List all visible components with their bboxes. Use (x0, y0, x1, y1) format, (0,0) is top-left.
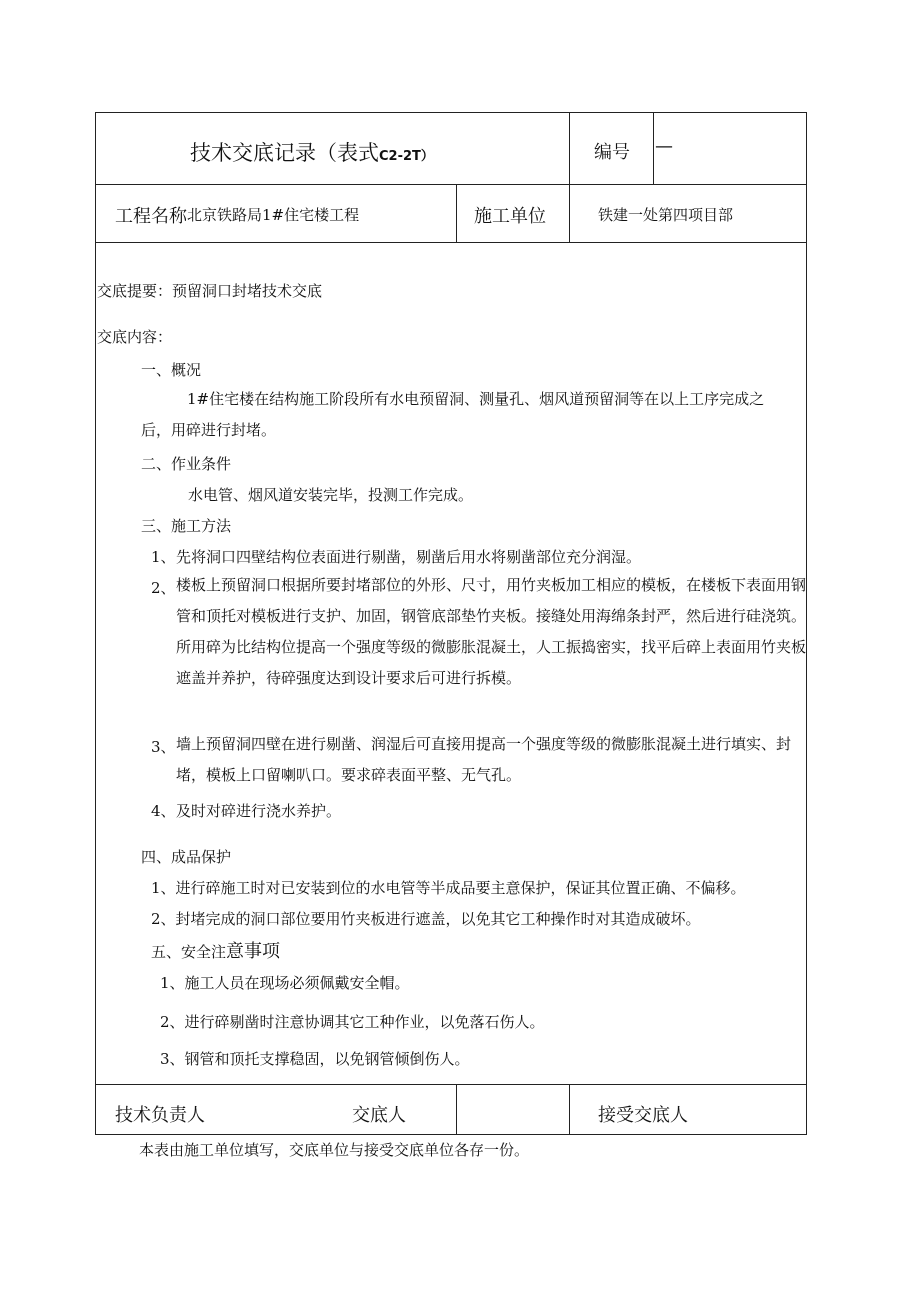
disclosure-summary: 交底提要：预留洞口封堵技术交底 (97, 282, 323, 300)
section-protection-title: 四、成品保护 (141, 848, 232, 866)
safety-item-2: 2、进行碎剔凿时注意协调其它工种作业，以免落石伤人。 (160, 1013, 545, 1031)
section-overview-text: 1#住宅楼在结构施工阶段所有水电预留洞、测量孔、烟风道预留洞等在以上工序完成之后，用碎进行封堵。 (141, 390, 765, 439)
rule-header-bottom (95, 184, 807, 185)
number-label: 编号 (594, 142, 630, 163)
protection-item-1: 1、进行碎施工时对已安装到位的水电管等半成品要主意保护，保证其位置正确、不偏移。 (151, 879, 746, 897)
form-footnote: 本表由施工单位填写，交底单位与接受交底单位各存一份。 (139, 1141, 530, 1159)
receiver-label: 接受交底人 (598, 1105, 688, 1126)
safety-item-1: 1、施工人员在现场必须佩戴安全帽。 (160, 974, 410, 992)
rule-project-value-right (456, 184, 457, 242)
method-item-2: 楼板上预留洞口根据所要封堵部位的外形、尺寸，用竹夹板加工相应的模板，在楼板下表面用钢管和顶托对模板进行支护、加固，钢管底部垫竹夹板。接缝处用海绵条封严，然后进行硅浇筑。所用碎为比结构位提高一个强度等级的微膨胀混凝土，人工振捣密实，找平后碎上表面用竹夹板遮盖并养护，待碎强度达到设计要求后可进行拆模。 (176, 576, 807, 687)
safety-item-3: 3、钢管和顶托支撑稳固，以免钢管倾倒伤人。 (160, 1050, 470, 1068)
rule-title-right (569, 112, 570, 242)
form-title-code: C2-2T） (379, 149, 434, 164)
section-safety-title (151, 937, 280, 963)
method-item-3: 墙上预留洞四壁在进行剔凿、润湿后可直接用提高一个强度等级的微膨胀混凝土进行填实、封堵，模板上口留喇叭口。要求碎表面平整、无气孔。 (176, 735, 792, 784)
section-conditions-title: 二、作业条件 (141, 455, 232, 473)
method-item-2-number: 2、 (151, 579, 176, 597)
project-name-label: 工程名称 (115, 206, 187, 227)
construction-unit-label: 施工单位 (474, 206, 546, 227)
construction-unit-value: 铁建一处第四项目部 (598, 206, 734, 224)
form-title-main: 技术交底记录（表式 (190, 141, 379, 165)
section-overview-title: 一、概况 (141, 361, 202, 379)
project-name-value: 北京铁路局1#住宅楼工程 (187, 206, 360, 224)
method-item-4-number: 4、 (151, 802, 176, 820)
rule-content-bottom (95, 1084, 807, 1085)
protection-item-2: 2、封堵完成的洞口部位要用竹夹板进行遮盖，以免其它工种操作时对其造成破坏。 (151, 910, 701, 928)
rule-project-bottom (95, 242, 807, 243)
section-safety-title-b: 意事项 (226, 941, 281, 962)
number-value: — (655, 136, 673, 157)
method-item-1: 先将洞口四壁结构位表面进行剔凿，剔凿后用水将剔凿部位充分润湿。 (176, 548, 642, 566)
disclosure-content-label: 交底内容： (97, 328, 173, 346)
section-safety-title-a: 五、安全注 (151, 943, 227, 961)
rule-footer-right (569, 1084, 570, 1135)
form-title (190, 137, 434, 167)
method-item-1-number: 1、 (151, 548, 176, 566)
rule-footer-mid (456, 1084, 457, 1135)
method-item-3-number: 3、 (151, 738, 176, 756)
method-item-4: 及时对碎进行浇水养护。 (176, 802, 342, 820)
section-conditions-text: 水电管、烟风道安装完毕，投测工作完成。 (188, 486, 474, 504)
section-method-title: 三、施工方法 (141, 517, 232, 535)
rule-number-label-right (653, 112, 654, 184)
technical-lead-label: 技术负责人 (115, 1105, 205, 1126)
discloser-label: 交底人 (352, 1105, 406, 1126)
